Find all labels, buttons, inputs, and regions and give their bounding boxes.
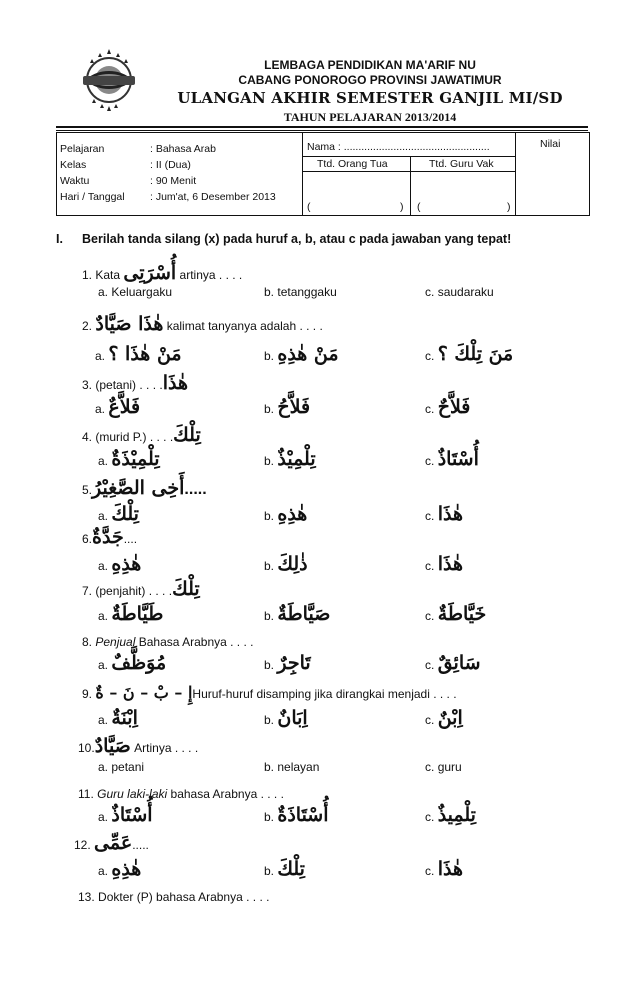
paren-close: ) — [507, 201, 511, 213]
option-letter: b. — [264, 713, 275, 727]
option-b[interactable] — [264, 652, 311, 674]
question-2 — [82, 313, 323, 335]
signature-row-bottom — [302, 171, 515, 172]
question-arabic: هٰذَا صَيَّادٌ — [95, 313, 164, 335]
question-text: (murid P.) . . . . — [95, 430, 174, 444]
option-c[interactable] — [425, 553, 463, 575]
option-b[interactable] — [264, 603, 330, 625]
option-text: saudaraku — [437, 285, 494, 299]
option-arabic: هٰذَا — [437, 553, 463, 575]
question-arabic: جَدَّةٌ — [92, 526, 124, 548]
identity-value: : Bahasa Arab — [150, 143, 216, 155]
option-arabic: هٰذِهِ — [111, 858, 142, 880]
option-letter: a. — [98, 864, 109, 878]
question-arabic: تِلْكَ — [173, 424, 201, 446]
question-text: ..... — [132, 838, 149, 852]
question-arabic: عَمِّى — [94, 832, 133, 854]
paren-open: ( — [417, 201, 421, 213]
option-arabic: مَنْ هٰذِهِ — [277, 343, 339, 365]
option-text: tetanggaku — [277, 285, 337, 299]
option-a[interactable] — [98, 285, 172, 299]
option-letter: c. — [425, 810, 435, 824]
option-arabic: خَيَّاطَةٌ — [437, 603, 487, 625]
question-number: 12. — [74, 838, 91, 852]
question-arabic: صَيَّادٌ — [94, 735, 131, 757]
option-letter: a. — [98, 713, 109, 727]
option-arabic: مَنَ تِلْكَ ؟ — [437, 343, 514, 365]
question-text: (petani) . . . . — [95, 378, 163, 392]
option-arabic: مُوَظَّفٌ — [111, 652, 167, 674]
question-arabic: هٰذَا — [162, 372, 188, 394]
option-letter: c. — [425, 349, 435, 363]
option-arabic: طَيَّاطَةٌ — [111, 603, 164, 625]
question-number: 10. — [78, 741, 95, 755]
option-a[interactable] — [98, 707, 138, 729]
question-text: kalimat tanyanya adalah . . . . — [166, 319, 323, 333]
option-text: Keluargaku — [111, 285, 173, 299]
question-text: artinya . . . . — [179, 268, 243, 282]
option-c[interactable] — [425, 448, 479, 470]
option-arabic: مَنْ هٰذَا ؟ — [108, 343, 182, 365]
option-c[interactable] — [425, 760, 462, 774]
option-b[interactable] — [264, 858, 305, 880]
option-arabic: أُسْتَاذَةٌ — [277, 804, 329, 826]
question-text: Artinya . . . . — [134, 741, 199, 755]
option-arabic: تِلْمِيْذَةٌ — [111, 448, 160, 470]
option-letter: b. — [264, 658, 275, 672]
question-5 — [82, 477, 207, 499]
option-c[interactable] — [425, 503, 463, 525]
signature-row-top — [302, 156, 515, 157]
option-c[interactable] — [425, 396, 470, 418]
question-number: 2. — [82, 319, 93, 333]
identity-label: Kelas — [60, 159, 87, 171]
parent-signature-label: Ttd. Orang Tua — [317, 158, 388, 170]
institution-name: LEMBAGA PENDIDIKAN MA'ARIF NU — [264, 58, 476, 72]
option-b[interactable] — [264, 760, 319, 774]
identity-label: Pelajaran — [60, 143, 105, 155]
option-arabic: تِلْمِيذٌ — [437, 804, 476, 826]
option-text: nelayan — [277, 760, 320, 774]
option-a[interactable] — [98, 760, 144, 774]
question-text: Kata — [95, 268, 121, 282]
option-letter: a. — [95, 402, 106, 416]
nu-logo-image — [80, 46, 138, 114]
question-number: 8. — [82, 635, 93, 649]
option-arabic: فَلاَّعٌ — [108, 396, 141, 418]
option-arabic: تِلْكَ — [277, 858, 305, 880]
option-arabic: تِلْكَ — [111, 503, 139, 525]
question-8 — [82, 635, 253, 649]
option-c[interactable] — [425, 285, 494, 299]
option-b[interactable] — [264, 285, 337, 299]
name-field[interactable]: Nama : .................................................. — [307, 141, 490, 153]
question-number: 5. — [82, 483, 93, 497]
question-text: .... — [123, 532, 138, 546]
option-letter: a. — [98, 559, 109, 573]
option-c[interactable] — [425, 858, 463, 880]
option-a[interactable] — [98, 804, 153, 826]
section-number: I. — [56, 232, 63, 246]
question-7 — [82, 578, 200, 600]
nilai-divider — [515, 132, 516, 216]
question-arabic: تِلْكَ — [172, 578, 200, 600]
option-letter: c. — [425, 760, 435, 774]
question-number: 1. — [82, 268, 93, 282]
option-letter: b. — [264, 559, 275, 573]
signature-divider — [410, 156, 411, 216]
option-arabic: هٰذَا — [437, 858, 463, 880]
option-letter: c. — [425, 609, 435, 623]
question-11 — [78, 787, 284, 801]
option-b[interactable] — [264, 343, 339, 365]
option-b[interactable] — [264, 707, 308, 729]
question-text: Dokter (P) bahasa Arabnya . . . . — [98, 890, 270, 904]
institution-branch: CABANG PONOROGO PROVINSI JAWATIMUR — [238, 73, 502, 87]
identity-value: : 90 Menit — [150, 175, 197, 187]
option-letter: c. — [425, 402, 435, 416]
header-rule — [56, 126, 588, 128]
question-number: 7. — [82, 584, 93, 598]
question-arabic: أُسْرَتِى — [123, 262, 177, 284]
question-text: Penjual — [95, 635, 136, 649]
question-number: 11. — [78, 787, 94, 801]
paren-close: ) — [400, 201, 404, 213]
identity-value: : Jum'at, 6 Desember 2013 — [150, 191, 276, 203]
question-text: Bahasa Arabnya . . . . — [138, 635, 254, 649]
question-4 — [82, 424, 201, 446]
option-letter: a. — [95, 349, 106, 363]
option-letter: c. — [425, 864, 435, 878]
paren-open: ( — [307, 201, 311, 213]
option-c[interactable] — [425, 652, 481, 674]
question-text: (penjahit) . . . . — [95, 584, 173, 598]
question-12 — [74, 832, 149, 854]
section-instruction — [56, 232, 511, 246]
identity-label: Waktu — [60, 175, 90, 187]
header-rule-thin — [56, 130, 588, 131]
exam-title: ULANGAN AKHIR SEMESTER GANJIL MI/SD — [177, 89, 563, 107]
option-letter: c. — [425, 454, 435, 468]
question-9 — [82, 683, 457, 702]
option-a[interactable] — [95, 396, 140, 418]
option-letter: a. — [98, 760, 109, 774]
option-letter: c. — [425, 658, 435, 672]
option-letter: a. — [98, 285, 109, 299]
option-arabic: هٰذِهِ — [111, 553, 142, 575]
option-arabic: هٰذِهِ — [277, 503, 308, 525]
question-3 — [82, 372, 188, 394]
question-number: 9. — [82, 687, 93, 701]
option-letter: c. — [425, 285, 435, 299]
option-letter: c. — [425, 713, 435, 727]
option-b[interactable] — [264, 804, 329, 826]
option-letter: b. — [264, 454, 275, 468]
option-c[interactable] — [425, 707, 463, 729]
option-letter: b. — [264, 760, 275, 774]
option-letter: a. — [98, 509, 109, 523]
option-letter: c. — [425, 559, 435, 573]
question-number: 13. — [78, 890, 95, 904]
option-c[interactable] — [425, 804, 476, 826]
option-a[interactable] — [98, 652, 166, 674]
option-a[interactable] — [98, 448, 160, 470]
option-b[interactable] — [264, 448, 316, 470]
option-arabic: اِبْنَةٌ — [111, 707, 138, 729]
option-text: petani — [111, 760, 145, 774]
score-label: Nilai — [540, 138, 561, 150]
option-letter: b. — [264, 285, 275, 299]
option-letter: c. — [425, 509, 435, 523]
option-a[interactable] — [98, 603, 163, 625]
question-text: bahasa Arabnya . . . . — [170, 787, 284, 801]
option-arabic: أُسْتَاذٌ — [111, 804, 153, 826]
question-10 — [78, 735, 198, 757]
option-arabic: ذٰلِكَ — [277, 553, 308, 575]
question-text: Huruf-huruf disamping jika dirangkai menjadi . . . . — [192, 687, 457, 701]
option-c[interactable] — [425, 343, 513, 365]
teacher-signature-label: Ttd. Guru Vak — [429, 158, 494, 170]
option-arabic: أُسْتَاذٌ — [437, 448, 479, 470]
option-letter: b. — [264, 864, 275, 878]
instruction-text: Berilah tanda silang (x) pada huruf a, b, atau c pada jawaban yang tepat! — [82, 232, 512, 246]
question-number: 6. — [82, 532, 93, 546]
question-6 — [82, 526, 137, 548]
option-letter: a. — [98, 658, 109, 672]
option-b[interactable] — [264, 553, 308, 575]
option-letter: b. — [264, 402, 275, 416]
option-arabic: اِبْنٌ — [437, 707, 463, 729]
option-b[interactable] — [264, 396, 310, 418]
identity-value: : II (Dua) — [150, 159, 191, 171]
option-letter: a. — [98, 609, 109, 623]
option-letter: b. — [264, 349, 275, 363]
option-letter: a. — [98, 454, 109, 468]
academic-year: TAHUN PELAJARAN 2013/2014 — [283, 110, 457, 124]
option-text: guru — [437, 760, 462, 774]
option-letter: a. — [98, 810, 109, 824]
identity-label: Hari / Tanggal — [60, 191, 125, 203]
option-letter: b. — [264, 609, 275, 623]
question-number: 4. — [82, 430, 93, 444]
option-arabic: صَيَّاطَةٌ — [277, 603, 331, 625]
option-arabic: اِبَانٌ — [277, 707, 308, 729]
option-letter: b. — [264, 810, 275, 824]
option-arabic: تِلْمِيْذٌ — [277, 448, 316, 470]
option-a[interactable] — [98, 858, 141, 880]
question-13 — [78, 890, 269, 904]
option-arabic: فَلاَّحٌ — [437, 396, 471, 418]
option-a[interactable] — [95, 343, 182, 365]
question-1 — [82, 262, 242, 284]
option-c[interactable] — [425, 603, 486, 625]
option-arabic: تَاجِرٌ — [277, 652, 311, 674]
option-b[interactable] — [264, 503, 307, 525]
question-text: ..... — [184, 481, 207, 498]
question-text: Guru laki-laki — [97, 787, 168, 801]
option-arabic: هٰذَا — [437, 503, 463, 525]
option-a[interactable] — [98, 503, 139, 525]
option-arabic: فَلاَّحُ — [277, 396, 311, 418]
question-arabic: إِ – بْ – نَ – ةٌ — [95, 683, 193, 702]
question-arabic: أَخِى الصَّغِيْرُ — [92, 477, 185, 499]
option-letter: b. — [264, 509, 275, 523]
option-arabic: سَائِقٌ — [437, 652, 481, 674]
question-number: 3. — [82, 378, 93, 392]
option-a[interactable] — [98, 553, 141, 575]
